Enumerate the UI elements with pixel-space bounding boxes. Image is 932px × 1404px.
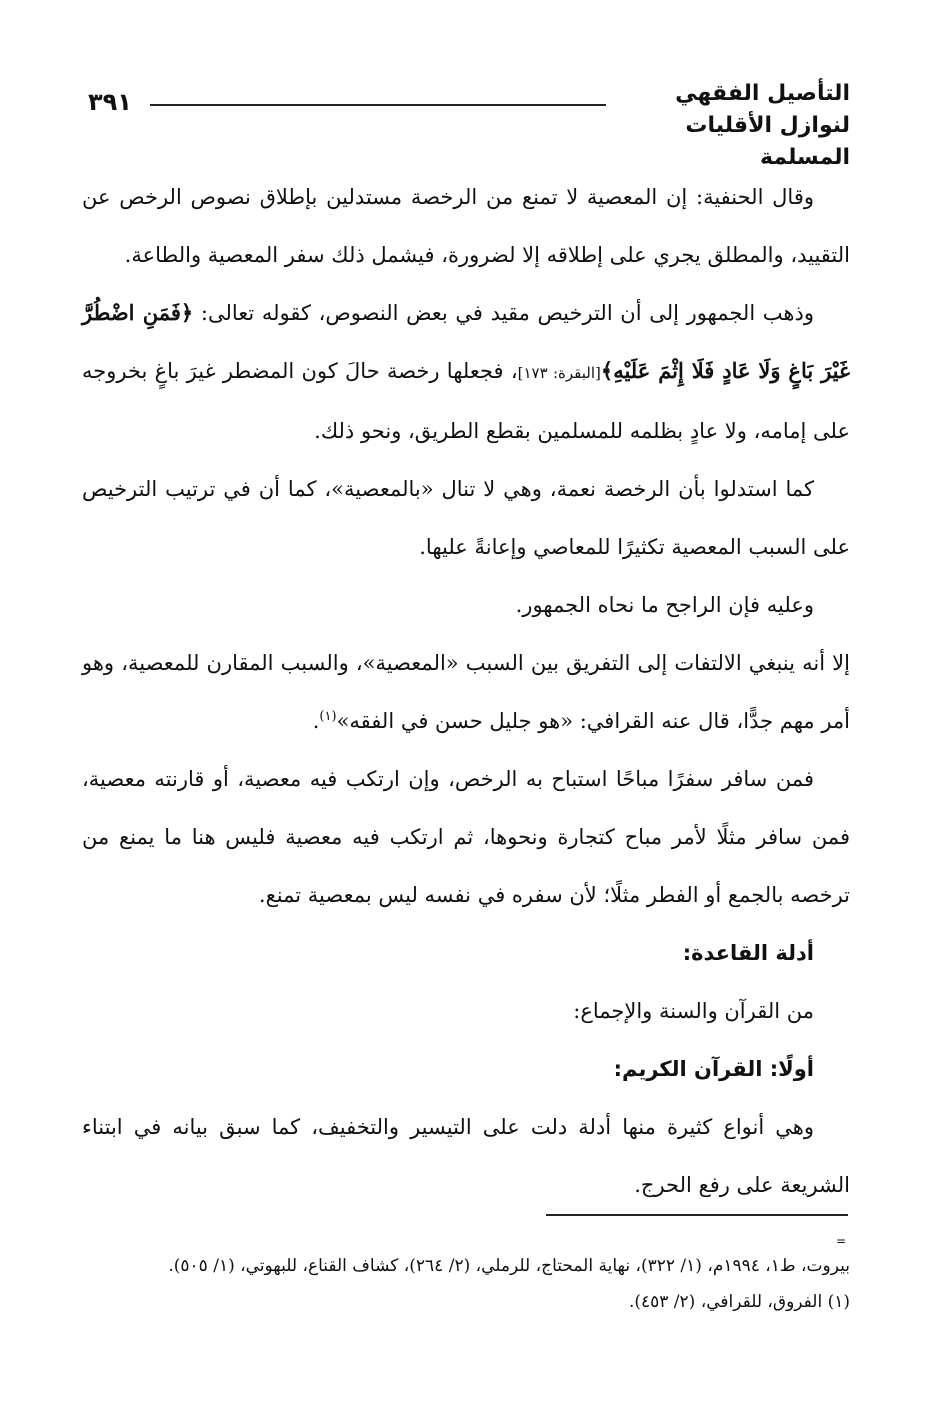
tafriq-text: إلا أنه ينبغي الالتفات إلى التفريق بين السبب «المعصية»، والسبب المقارن للمعصية، وهو أمر مهم جدًّا، قال عنه القرافي: «هو جليل حسن في الفقه»	[82, 651, 850, 733]
header-title-line1: التأصيل الفقهي	[675, 81, 850, 106]
jumhur-explanation: ، فجعلها رخصة حالَ كون المضطر غيرَ باغٍ بخروجه على إمامه، ولا عادٍ بظلمه للمسلمين بقطع الطريق، ونحو ذلك.	[82, 359, 850, 443]
footnote-continuation-mark: =	[836, 1234, 847, 1248]
footnotes	[82, 1248, 850, 1320]
heading-quran: أولًا: القرآن الكريم:	[613, 1057, 814, 1081]
paragraph-taysir: وهي أنواع كثيرة منها أدلة دلت على التيسير والتخفيف، كما سبق بيانه في ابتناء الشريعة على رفع الحرج.	[82, 1115, 850, 1197]
body-text	[82, 168, 850, 1214]
tafriq-end: .	[312, 709, 320, 733]
quran-verse: ﴿فَمَنِ اضْطُرَّ غَيْرَ بَاغٍ وَلَا عَادٍ فَلَا إِثْمَ عَلَيْهِ﴾	[82, 300, 850, 383]
paragraph-rajih: وعليه فإن الراجح ما نحاه الجمهور.	[515, 593, 814, 617]
paragraph-jumhur	[82, 284, 850, 460]
page-number: ٣٩١	[88, 88, 132, 116]
paragraph-istidlal: كما استدلوا بأن الرخصة نعمة، وهي لا تنال «بالمعصية»، كما أن في ترتيب الترخيص على السبب المعصية تكثيرًا للمعاصي وإعانةً عليها.	[82, 477, 850, 559]
paragraph-sources: من القرآن والسنة والإجماع:	[573, 999, 814, 1023]
heading-adilla: أدلة القاعدة:	[682, 941, 814, 965]
footnote-rule	[546, 1214, 848, 1216]
paragraph-hanafi: وقال الحنفية: إن المعصية لا تمنع من الرخصة مستدلين بإطلاق نصوص الرخص عن التقييد، والمطلق يجري على إطلاقه إلا لضرورة، فيشمل ذلك سفر المعصية والطاعة.	[82, 185, 850, 267]
quran-reference: [البقرة: ١٧٣]	[517, 364, 601, 382]
jumhur-text: وذهب الجمهور إلى أن الترخيص مقيد في بعض النصوص، كقوله تعالى:	[200, 301, 814, 325]
header-title-line2: لنوازل الأقليات المسلمة	[685, 113, 850, 170]
footnote-continued: بيروت، ط١، ١٩٩٤م، (١/ ٣٢٢)، نهاية المحتاج، للرملي، (٢/ ٢٦٤)، كشاف القناع، للبهوتي، (١/ ٥٠٥).	[168, 1256, 850, 1276]
paragraph-safar: فمن سافر سفرًا مباحًا استباح به الرخص، وإن ارتكب فيه معصية، أو قارنته معصية، فمن سافر مثلًا لأمر مباح كتجارة ونحوها، ثم ارتكب فيه معصية فليس هنا ما يمنع من ترخصه بالجمع أو الفطر مثلًا؛ لأن سفره في نفسه ليس بمعصية تمنع.	[82, 767, 850, 907]
running-header	[630, 78, 850, 174]
header-rule	[150, 104, 606, 106]
paragraph-tafriq	[82, 634, 850, 750]
footnote-1: (١) الفروق، للقرافي، (٢/ ٤٥٣).	[628, 1292, 850, 1312]
footnote-ref[interactable]: (١)	[319, 709, 337, 724]
